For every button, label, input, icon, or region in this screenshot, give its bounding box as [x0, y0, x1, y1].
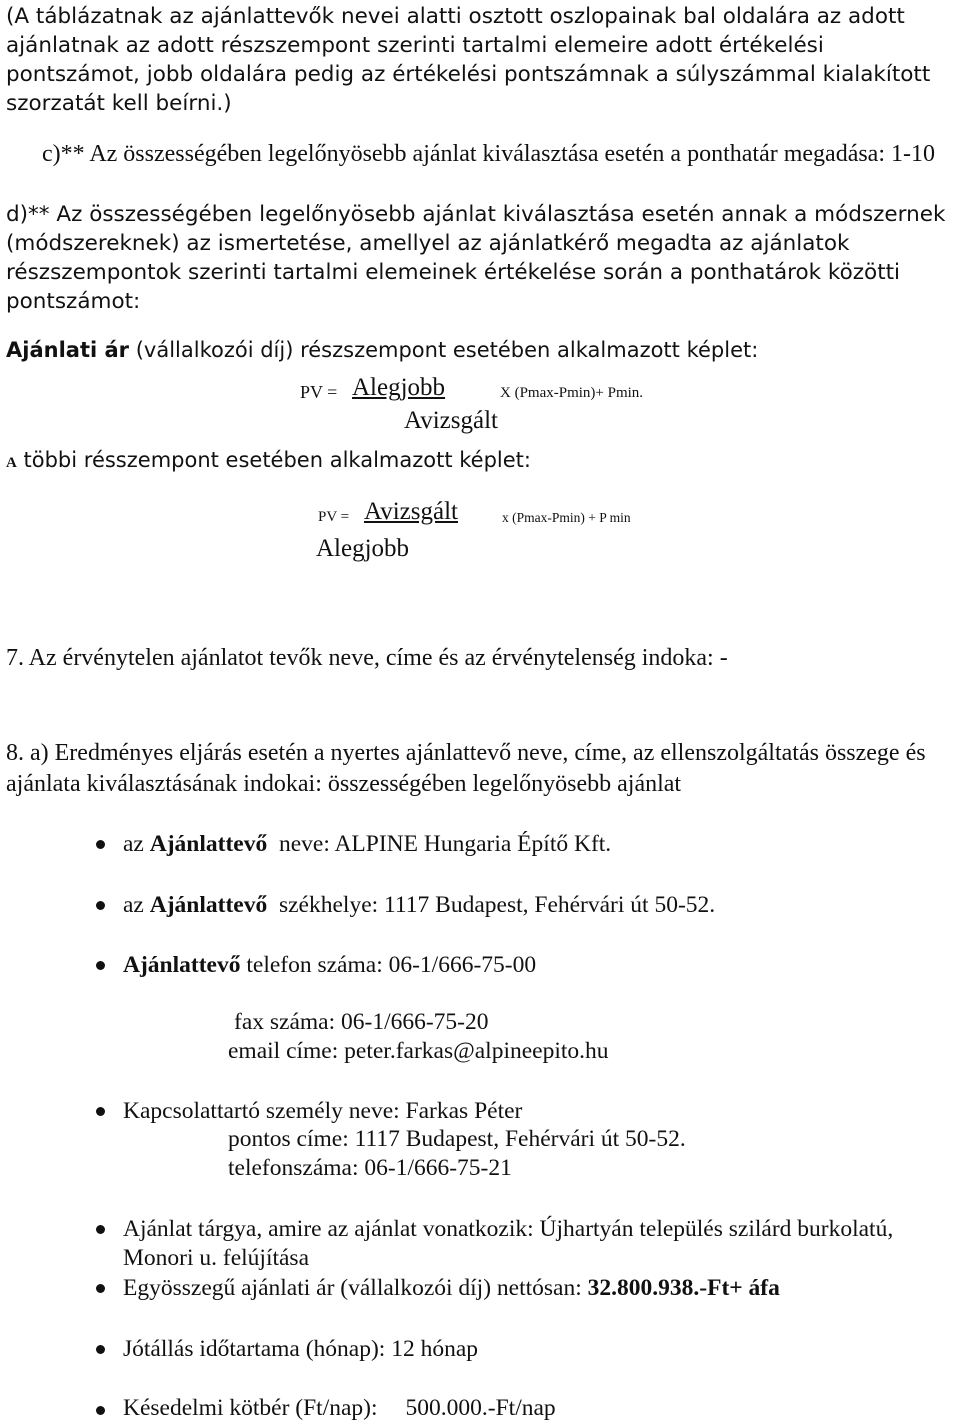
item-bidder-seat	[123, 891, 953, 920]
formula1-numerator: Alegjobb	[352, 374, 446, 401]
item-contact-address: pontos címe: 1117 Budapest, Fehérvári út 50-52.	[228, 1126, 686, 1152]
item-price-label: Egyösszegű ajánlati ár (vállalkozói díj) nettósan:	[123, 1275, 588, 1301]
item-price	[123, 1274, 953, 1303]
item-penalty	[123, 1394, 953, 1423]
formula1-label	[6, 338, 758, 362]
item-warranty: Jótállás időtartama (hónap): 12 hónap	[123, 1336, 479, 1362]
item-bidder-seat-pre: az	[123, 892, 150, 918]
formula1-label-rest: (vállalkozói díj) részszempont esetében alkalmazott képlet:	[129, 338, 759, 362]
bullet-icon	[96, 1406, 105, 1415]
item-price-value: 32.800.938.-Ft+ áfa	[587, 1275, 780, 1301]
bullet-icon	[96, 961, 105, 970]
bullet-icon	[96, 1345, 105, 1354]
formula2-label-rest: többi résszempont esetében alkalmazott képlet:	[16, 448, 531, 472]
formula2-numerator: Avizsgált	[364, 498, 458, 525]
item-bidder-name	[123, 830, 953, 859]
item-subject: Ajánlat tárgya, amire az ajánlat vonatkozik: Újhartyán település szilárd burkolatú, Monori u. felújítása	[123, 1216, 894, 1271]
section-7: 7. Az érvénytelen ajánlatot tevők neve, címe és az érvénytelenség indoka: -	[6, 645, 728, 671]
item-bidder-phone	[123, 951, 953, 980]
item-penalty-label: Késedelmi kötbér (Ft/nap):	[123, 1395, 378, 1421]
section-d-text: d)** Az összességében legelőnyösebb ajánlat kiválasztása esetén annak a módszernek (módszereknek) az ismertetése, amellyel az ajánlatkérő megadta az ajánlatok részszempontok szerinti tartalmi elemeinek értékelése során a ponthatárok közötti pontszámot:	[6, 202, 946, 314]
formula1-label-bold: Ajánlati ár	[6, 338, 130, 362]
bullet-icon	[96, 1225, 105, 1234]
section-c-text: c)** Az összességében legelőnyösebb ajánlat kiválasztása esetén a ponthatár megadása: 1-10	[42, 141, 935, 167]
formula2-label-a: A	[6, 455, 17, 471]
bullet-icon	[96, 840, 105, 849]
formula1-denominator: Avizsgált	[404, 407, 498, 434]
item-bidder-name-rest: neve: ALPINE Hungaria Építő Kft.	[267, 831, 612, 857]
bullet-icon	[96, 901, 105, 910]
item-penalty-value: 500.000.-Ft/nap	[405, 1395, 556, 1421]
item-bidder-name-bold: Ajánlattevő	[149, 831, 268, 857]
item-bidder-name-pre: az	[123, 831, 150, 857]
item-contact-name: Kapcsolattartó személy neve: Farkas Péter	[123, 1098, 523, 1124]
section-8: 8. a) Eredményes eljárás esetén a nyertes ajánlattevő neve, címe, az ellenszolgáltatás összege és ajánlata kiválasztásának indokai: összességében legelőnyösebb ajánlat	[6, 740, 926, 797]
item-bidder-phone-rest: telefon száma: 06-1/666-75-00	[240, 952, 537, 978]
item-bidder-phone-bold: Ajánlattevő	[123, 952, 241, 978]
item-contact-phone: telefonszáma: 06-1/666-75-21	[228, 1155, 512, 1181]
item-bidder-seat-bold: Ajánlattevő	[149, 892, 268, 918]
formula2-label	[6, 448, 531, 472]
formula2-pv: PV =	[318, 509, 350, 525]
bullet-icon	[96, 1284, 105, 1293]
bullet-icon	[96, 1107, 105, 1116]
item-bidder-seat-rest: székhelye: 1117 Budapest, Fehérvári út 50-52.	[267, 892, 716, 918]
formula2-denominator: Alegjobb	[316, 535, 410, 562]
formula1-pv: PV =	[300, 382, 338, 402]
intro-paragraph: (A táblázatnak az ajánlattevők nevei alatti osztott oszlopainak bal oldalára az adott ajánlatnak az adott részszempont szerinti tartalmi elemeire adott értékelési pontszámot, jobb oldalára pedig az értékelési pontszámnak a súlyszámmal kialakított szorzatát kell beírni.)	[6, 4, 931, 116]
formula1-rest: X (Pmax-Pmin)+ Pmin.	[500, 385, 644, 401]
item-email: email címe: peter.farkas@alpineepito.hu	[228, 1038, 609, 1064]
formula2-rest: x (Pmax-Pmin) + P min	[502, 510, 631, 525]
item-fax: fax száma: 06-1/666-75-20	[234, 1009, 489, 1035]
